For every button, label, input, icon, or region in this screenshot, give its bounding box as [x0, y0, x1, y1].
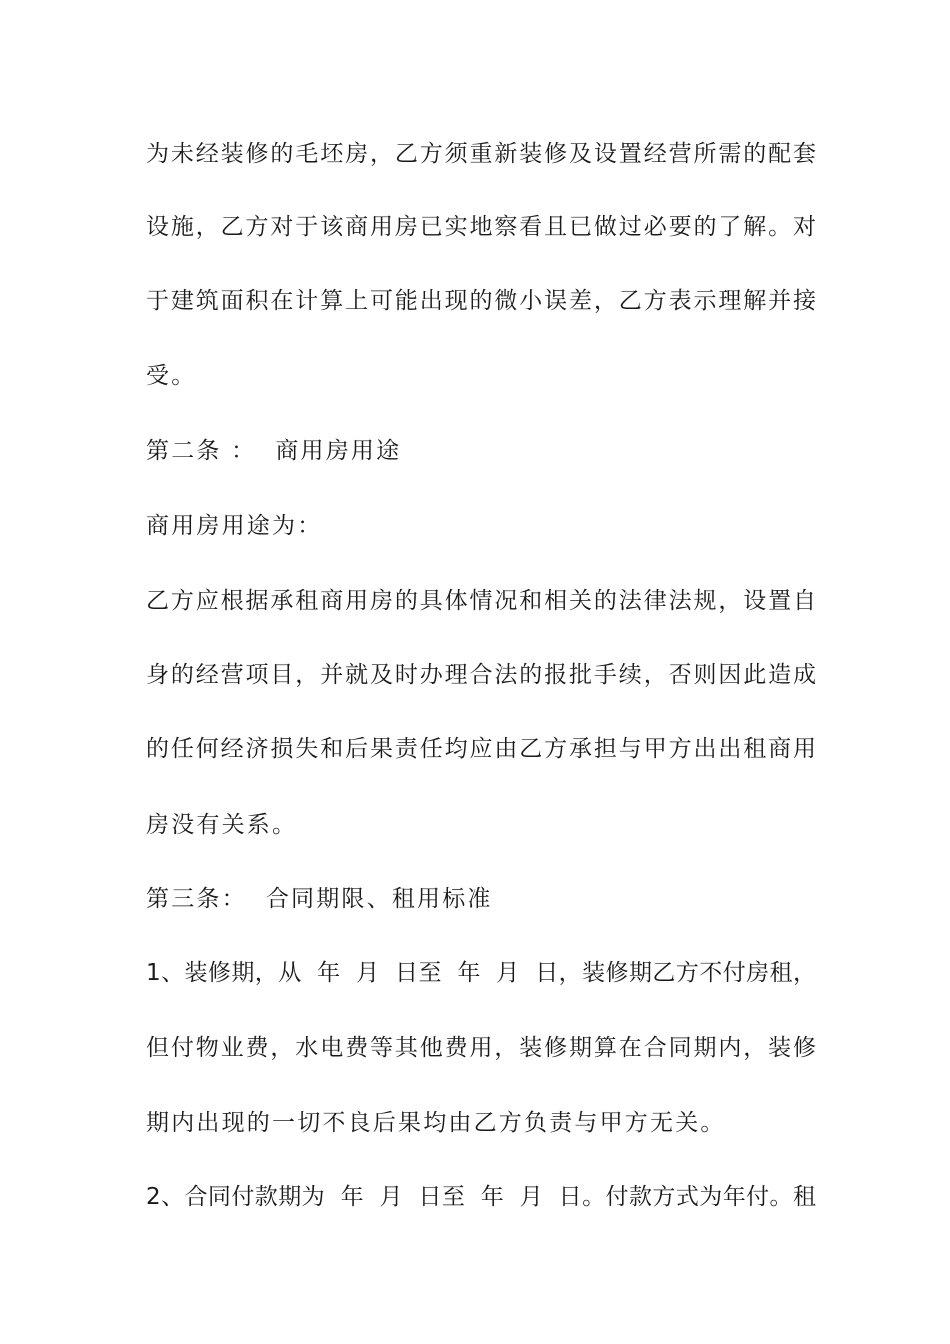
paragraph-line: 受。	[146, 363, 197, 389]
paragraph-line: 1、装修期，从 年 月 日至 年 月 日，装修期乙方不付房租，	[146, 960, 816, 986]
section-heading: 第二条 ： 商用房用途	[146, 438, 402, 464]
paragraph-line: 为未经装修的毛坯房，乙方须重新装修及设置经营所需的配套	[146, 141, 816, 167]
paragraph-line: 但付物业费，水电费等其他费用，装修期算在合同期内，装修	[146, 1035, 816, 1061]
paragraph-line: 身的经营项目，并就及时办理合法的报批手续，否则因此造成	[146, 662, 816, 688]
paragraph-line: 商用房用途为：	[146, 513, 323, 539]
section-heading: 第三条： 合同期限、租用标准	[146, 886, 493, 912]
paragraph-line: 乙方应根据承租商用房的具体情况和相关的法律法规，设置自	[146, 588, 816, 614]
paragraph-line: 2、合同付款期为 年 月 日至 年 月 日。付款方式为年付。租	[146, 1184, 816, 1210]
paragraph-line: 房没有关系。	[146, 812, 298, 838]
paragraph-line: 设施，乙方对于该商用房已实地察看且已做过必要的了解。对	[146, 214, 816, 240]
paragraph-line: 期内出现的一切不良后果均由乙方负责与甲方无关。	[146, 1110, 726, 1136]
paragraph-line: 于建筑面积在计算上可能出现的微小误差，乙方表示理解并接	[146, 288, 816, 314]
paragraph-line: 的任何经济损失和后果责任均应由乙方承担与甲方出出租商用	[146, 736, 816, 762]
